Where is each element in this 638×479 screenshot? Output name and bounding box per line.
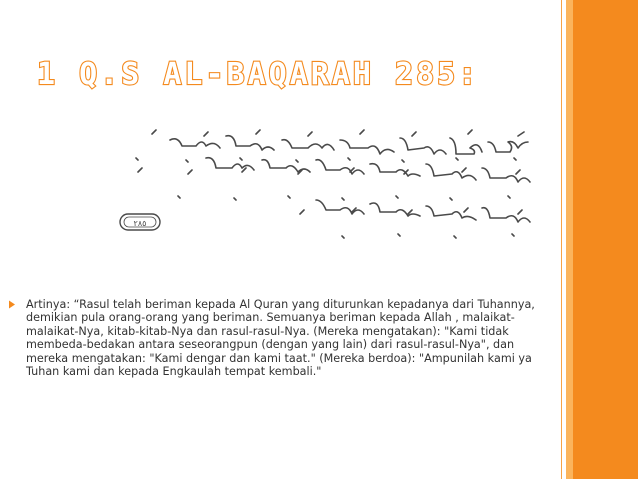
- decorative-sidebar: [566, 0, 638, 479]
- arabic-verse-image: [116, 124, 534, 242]
- translation-text: Artinya: “Rasul telah beriman kepada Al Quran yang diturunkan kepadanya dari Tuhannya, demikian pula orang-orang yang beriman. Semuanya beriman kepada Allah , malaikat-malaikat-Nya, kitab-kitab-Nya dan rasul-rasul-Nya. (Mereka mengatakan): "Kami tidak membeda-bedakan antara seseorangpun (dengan yang lain) dari rasul-rasul-Nya", dan mereka mengatakan: "Kami dengar dan kami taat." (Mereka berdoa): "Ampunilah kami ya Tuhan kami dan kepada Engkaulah tempat kembali.": [26, 298, 535, 379]
- sidebar-stripe: [566, 0, 573, 479]
- verse-number-text: ٢٨٥: [133, 219, 147, 228]
- bullet-arrow-icon: [8, 300, 16, 309]
- slide-title: 1 Q.S AL-BAQARAH 285:: [37, 57, 480, 92]
- verse-number-badge: [120, 214, 160, 230]
- sidebar-divider: [561, 0, 562, 479]
